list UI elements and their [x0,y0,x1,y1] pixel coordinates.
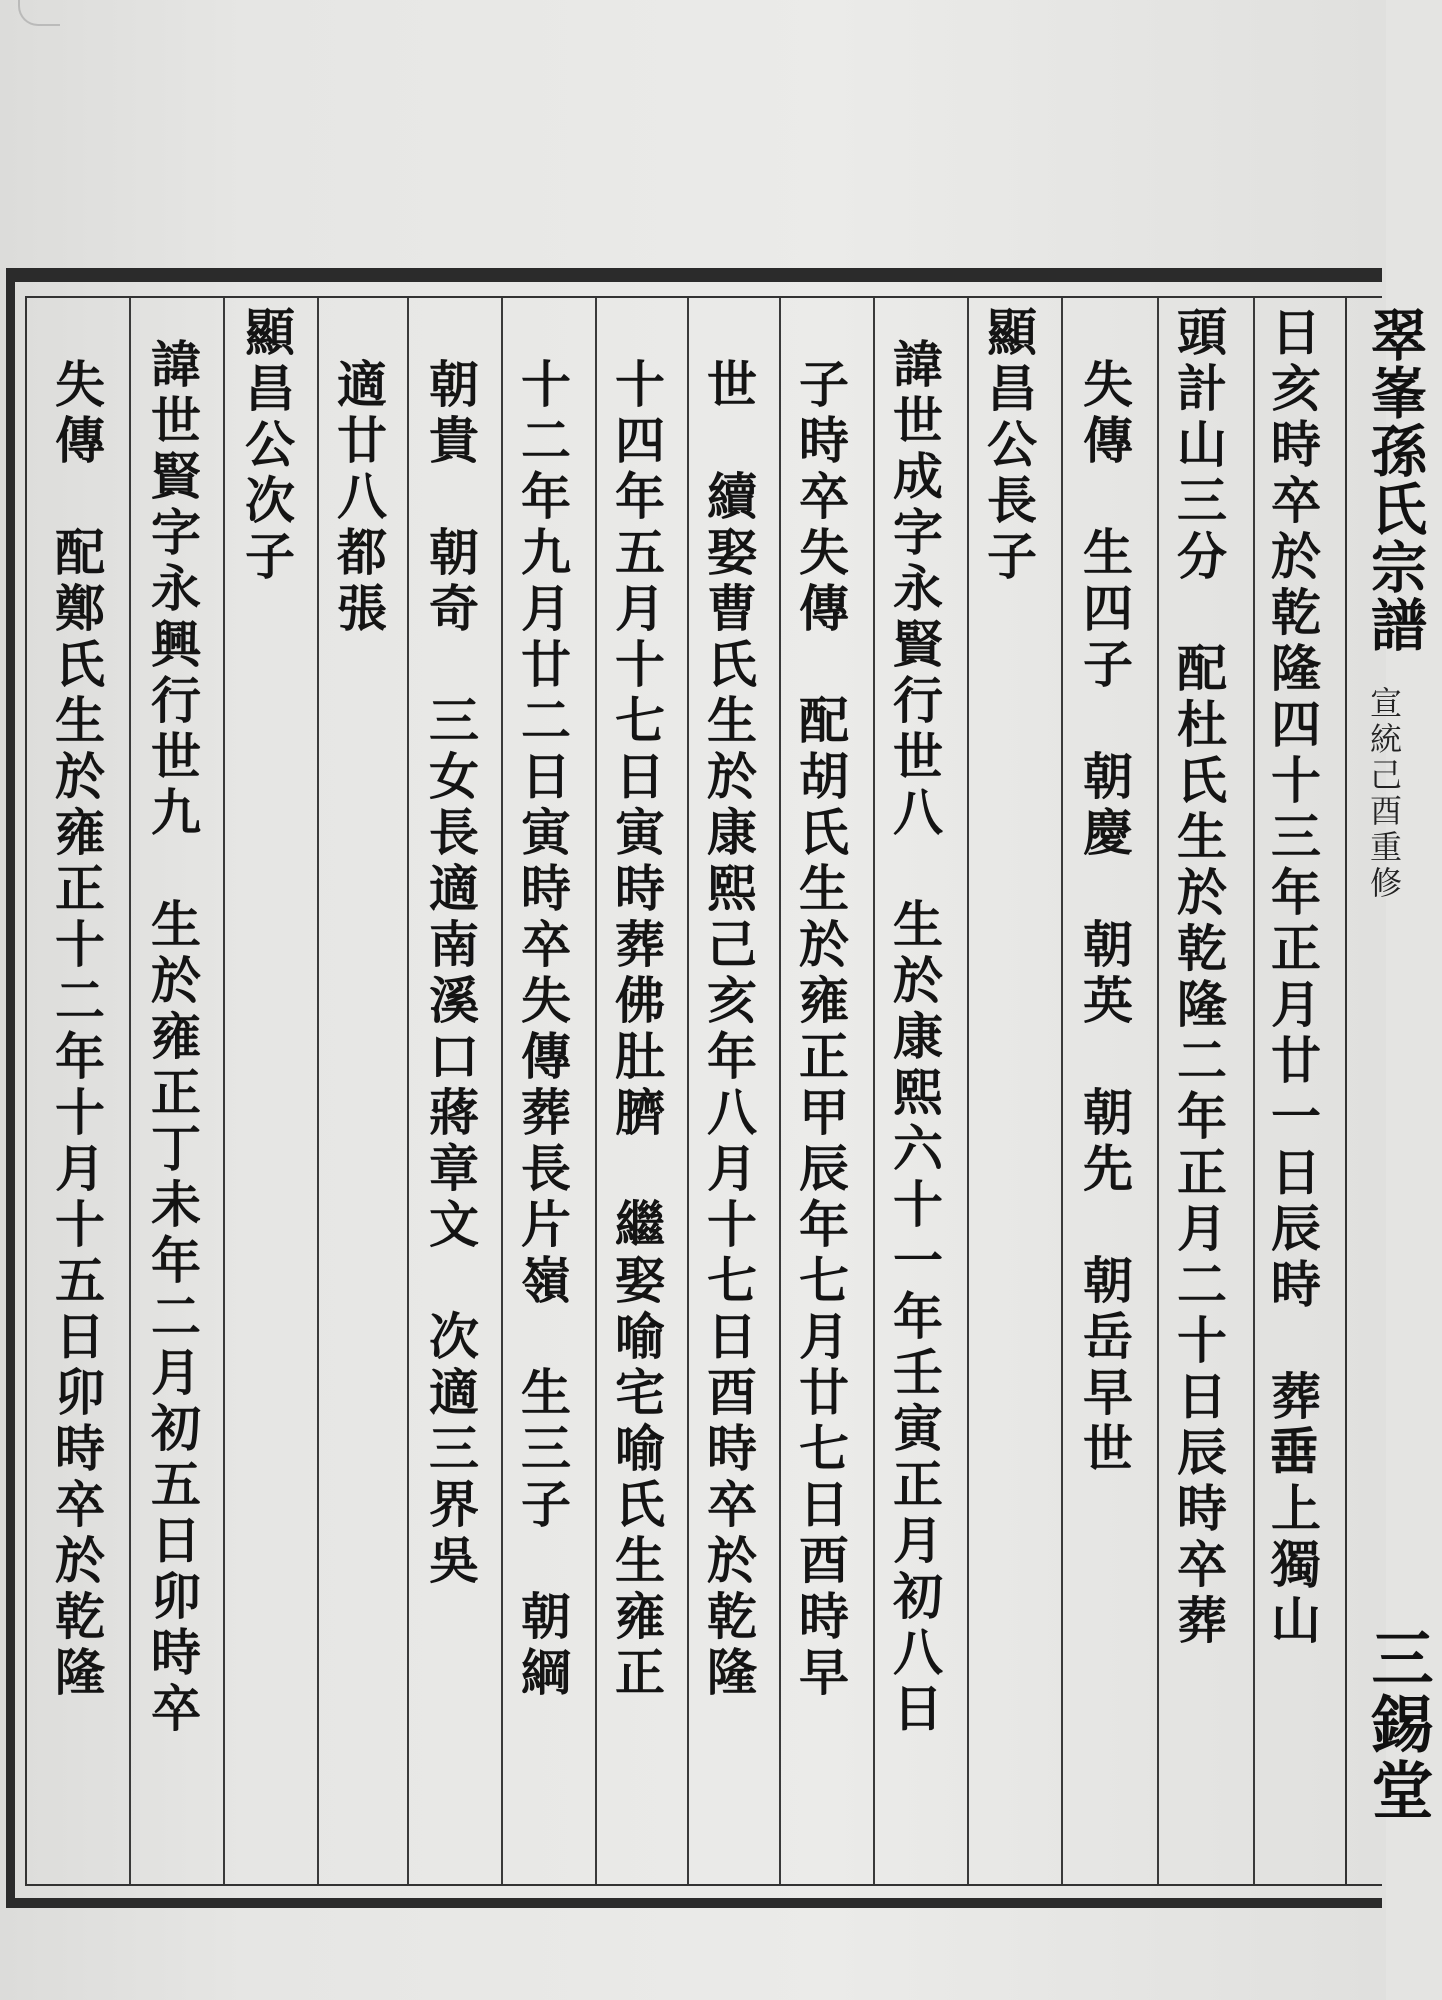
column-rule [1157,298,1159,1884]
column-note-text: 續娶曹氏生於康熙己亥年八月十七日酉時卒於乾隆 [699,470,758,1702]
column-rule [223,298,225,1884]
column-note-text: 生四子 朝慶 朝英 朝先 朝岳早世 [1075,526,1134,1478]
text-column-4 [979,306,1038,1876]
page-margin-column [1345,296,1434,1884]
column-main-text: 頭計山三分 [1169,306,1228,586]
column-main-text: 諱世賢字永興行世九 [143,338,202,842]
column-main-text: 顯昌公次子 [237,306,296,586]
column-main-text: 朝貴 朝奇 [421,358,480,638]
column-main-text: 失傳 [47,358,106,470]
column-note-text: 生三子 朝綱 [513,1366,572,1702]
text-column-14 [47,358,106,1876]
column-note-text: 配杜氏生於乾隆二年正月二十日辰時卒葬 [1169,642,1228,1650]
column-rule [317,298,319,1884]
column-rule [967,298,969,1884]
column-rule [501,298,503,1884]
text-column-7 [699,358,758,1876]
column-rule [595,298,597,1884]
column-rule [1253,298,1255,1884]
column-main-text: 失傳 [1075,358,1134,470]
column-note-text: 葬𡸁上獨山 [1263,1370,1322,1650]
column-note-text: 三女長適南溪口蔣章文 次適三界吳 [421,694,480,1590]
column-rule [873,298,875,1884]
column-note-text: 繼娶喻宅喻氏生雍正 [607,1198,666,1702]
text-column-2 [1169,306,1228,1876]
text-column-13 [143,338,202,1876]
column-rule [1061,298,1063,1884]
text-column-11 [329,358,388,1876]
column-main-text: 十二年九月廿二日寅時卒失傳葬長片嶺 [513,358,572,1310]
text-column-6 [791,358,850,1876]
column-rule [407,298,409,1884]
column-note-text: 生於康熙六十一年壬寅正月初八日 [885,898,944,1738]
text-column-10 [421,358,480,1876]
column-main-text: 日亥時卒於乾隆四十三年正月廿一日辰時 [1263,306,1322,1314]
text-column-3 [1075,358,1134,1876]
column-rule [129,298,131,1884]
column-main-text: 十四年五月十七日寅時葬佛肚臍 [607,358,666,1142]
column-main-text: 顯昌公長子 [979,306,1038,586]
text-block [25,296,1434,1886]
text-column-1 [1263,306,1322,1876]
hall-name: 三錫堂 [1361,1626,1434,1824]
text-column-12 [237,306,296,1876]
edition-note: 宣統己酉重修 [1365,686,1403,902]
column-main-text: 適廿八都張 [329,358,388,638]
page-frame [6,268,1434,1908]
book-title: 翠峯孫氏宗譜 [1362,306,1428,654]
text-column-9 [513,358,572,1876]
text-column-5 [885,338,944,1876]
column-note-text: 配胡氏生於雍正甲辰年七月廿七日酉時早 [791,694,850,1702]
column-note-text: 配鄭氏生於雍正十二年十月十五日卯時卒於乾隆 [47,526,106,1702]
column-main-text: 子時卒失傳 [791,358,850,638]
column-main-text: 諱世成字永賢行世八 [885,338,944,842]
column-main-text: 世 [699,358,758,414]
text-column-8 [607,358,666,1876]
column-note-text: 生於雍正丁未年二月初五日卯時卒 [143,898,202,1738]
column-rule [687,298,689,1884]
column-rule [779,298,781,1884]
